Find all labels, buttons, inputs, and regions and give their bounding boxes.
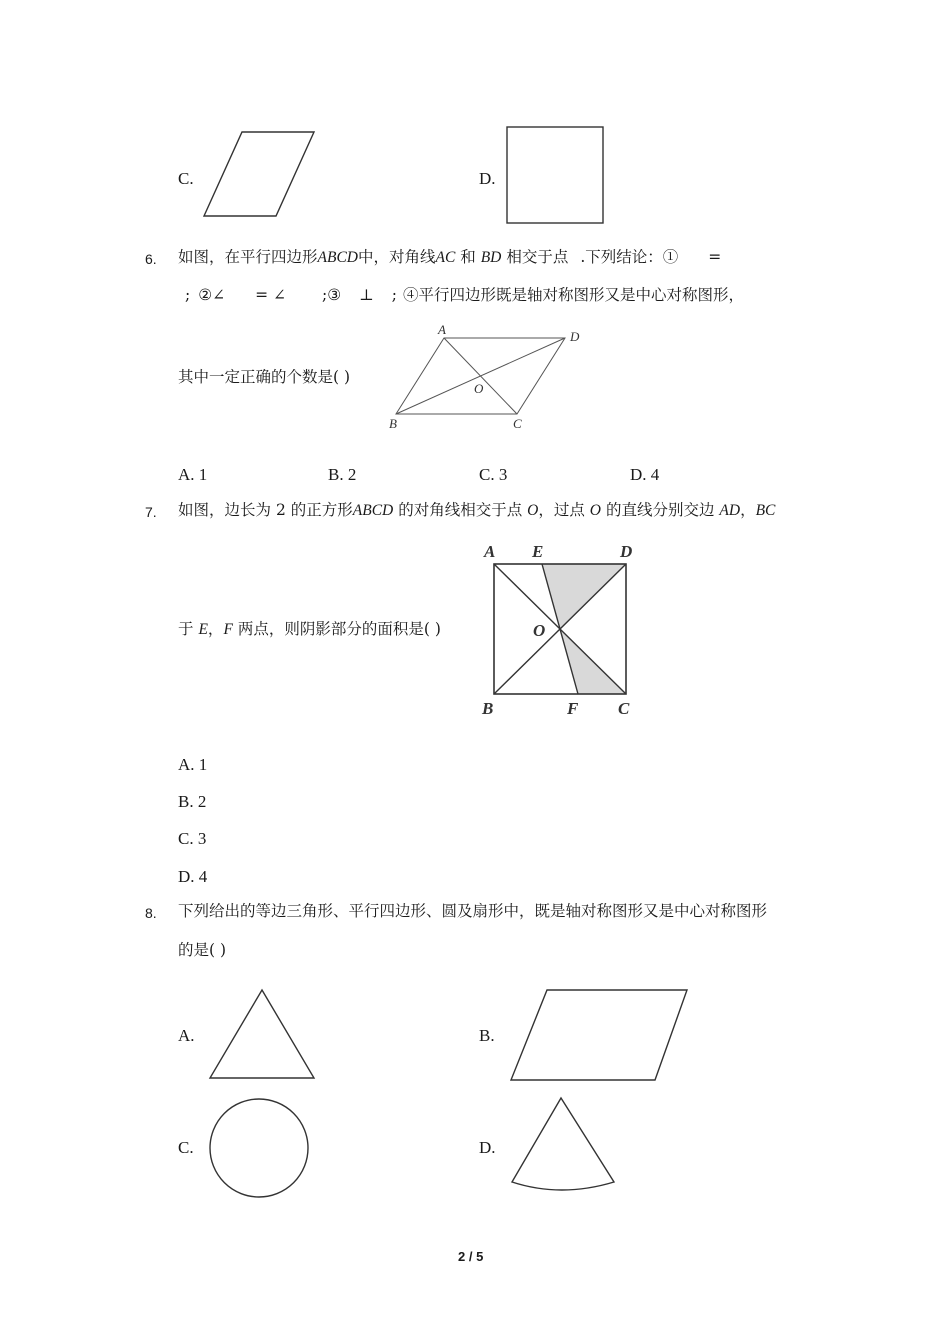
q7-option-d: D. 4 bbox=[178, 867, 208, 886]
q6-label-d: D bbox=[570, 329, 580, 344]
q6-label-c: C bbox=[513, 416, 522, 431]
q7-label-e: E bbox=[532, 542, 544, 561]
q6-question-line: 其中一定正确的个数是( ) bbox=[178, 368, 351, 386]
q6-number: 6. bbox=[145, 251, 157, 267]
q6-label-b: B bbox=[389, 416, 397, 431]
q8-option-a-label: A. bbox=[178, 1026, 195, 1045]
q6-label-o: O bbox=[474, 381, 484, 396]
q7-option-b: B. 2 bbox=[178, 792, 207, 811]
q7-line2: 于 E，F 两点，则阴影部分的面积是( ) bbox=[178, 620, 441, 638]
q8-sector-figure bbox=[505, 1094, 620, 1196]
q7-label-d: D bbox=[620, 542, 633, 561]
q6-option-b: B. 2 bbox=[328, 465, 357, 484]
q6-option-c: C. 3 bbox=[479, 465, 508, 484]
q7-label-o: O bbox=[533, 621, 546, 640]
q8-circle-figure bbox=[205, 1094, 313, 1202]
q7-option-c: C. 3 bbox=[178, 829, 207, 848]
q7-label-f: F bbox=[567, 699, 579, 718]
q7-line1: 如图，边长为 2 的正方形ABCD 的对角线相交于点 O，过点 O 的直线分别交边 AD，BC bbox=[178, 501, 776, 519]
q5-option-d-label: D. bbox=[479, 169, 496, 188]
q7-label-a: A bbox=[484, 542, 496, 561]
q6-line2: ; ②∠ = ∠ ;③ ⊥ ; ④平行四边形既是轴对称图形又是中心对称图形， bbox=[185, 286, 744, 304]
q8-option-c-label: C. bbox=[178, 1138, 194, 1157]
q7-label-c: C bbox=[618, 699, 630, 718]
q5-parallelogram-figure bbox=[200, 128, 320, 220]
q6-option-d: D. 4 bbox=[630, 465, 660, 484]
q5-option-c-label: C. bbox=[178, 169, 194, 188]
q8-number: 8. bbox=[145, 905, 157, 921]
q6-line1: 如图，在平行四边形ABCD中，对角线AC 和 BD 相交于点 .下列结论：① = bbox=[178, 248, 722, 266]
q8-equilateral-triangle-figure bbox=[205, 986, 320, 1082]
q7-label-b: B bbox=[482, 699, 494, 718]
page-number: 2 / 5 bbox=[458, 1249, 484, 1264]
q7-number: 7. bbox=[145, 504, 157, 520]
q7-square-diagram bbox=[478, 538, 648, 720]
q6-parallelogram-diagram bbox=[385, 322, 585, 432]
q5-square-figure bbox=[505, 125, 605, 225]
q8-option-d-label: D. bbox=[479, 1138, 496, 1157]
q8-line1: 下列给出的等边三角形、平行四边形、圆及扇形中，既是轴对称图形又是中心对称图形 bbox=[178, 902, 768, 920]
q7-option-a: A. 1 bbox=[178, 755, 208, 774]
q6-label-a: A bbox=[438, 322, 446, 337]
q8-parallelogram-figure bbox=[505, 986, 695, 1084]
q8-option-b-label: B. bbox=[479, 1026, 495, 1045]
q8-line2: 的是( ) bbox=[178, 941, 227, 959]
q6-option-a: A. 1 bbox=[178, 465, 208, 484]
